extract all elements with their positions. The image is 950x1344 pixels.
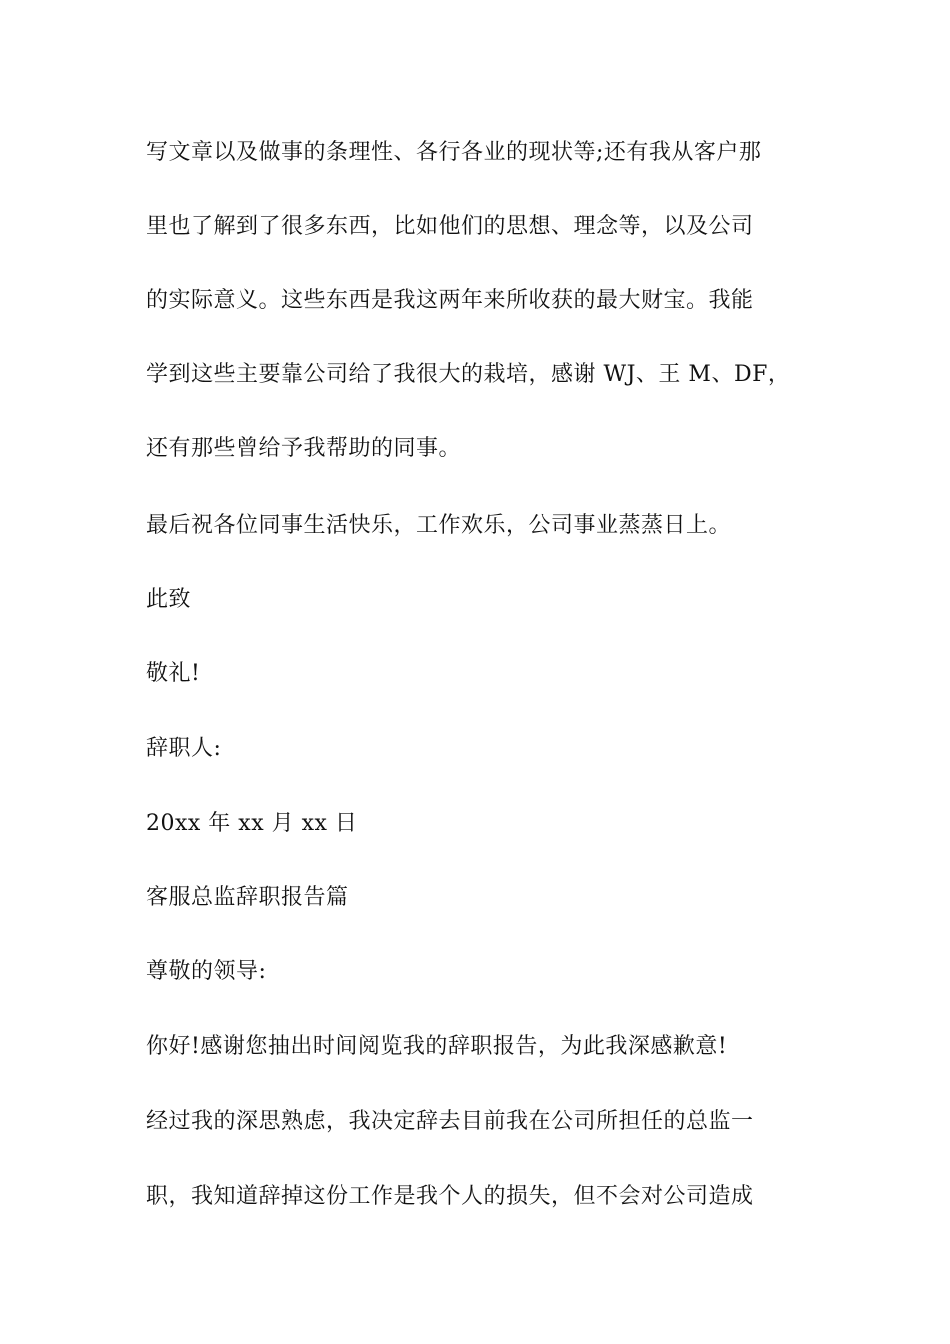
salutation-line-2: 敬礼! xyxy=(146,661,201,686)
body-line: 写文章以及做事的条理性、各行各业的现状等;还有我从客户那 xyxy=(146,140,762,165)
intro-line: 你好!感谢您抽出时间阅览我的辞职报告，为此我深感歉意! xyxy=(146,1034,728,1059)
body-line: 的实际意义。这些东西是我这两年来所收获的最大财宝。我能 xyxy=(146,288,754,313)
closing-wish: 最后祝各位同事生活快乐，工作欢乐，公司事业蒸蒸日上。 xyxy=(146,513,732,538)
body-line: 经过我的深思熟虑，我决定辞去目前我在公司所担任的总监一 xyxy=(146,1109,754,1134)
body-line: 里也了解到了很多东西，比如他们的思想、理念等，以及公司 xyxy=(146,214,754,239)
signature-date: 20xx 年 xx 月 xx 日 xyxy=(146,811,358,836)
body-line: 学到这些主要靠公司给了我很大的栽培，感谢 WJ、王 M、DF， xyxy=(146,362,791,387)
greeting: 尊敬的领导: xyxy=(146,959,267,984)
signer-label: 辞职人: xyxy=(146,736,222,761)
salutation-line-1: 此致 xyxy=(146,587,192,612)
section-title: 客服总监辞职报告篇 xyxy=(146,885,349,910)
body-line: 职，我知道辞掉这份工作是我个人的损失，但不会对公司造成 xyxy=(146,1184,754,1209)
body-line: 还有那些曾给予我帮助的同事。 xyxy=(146,436,462,461)
